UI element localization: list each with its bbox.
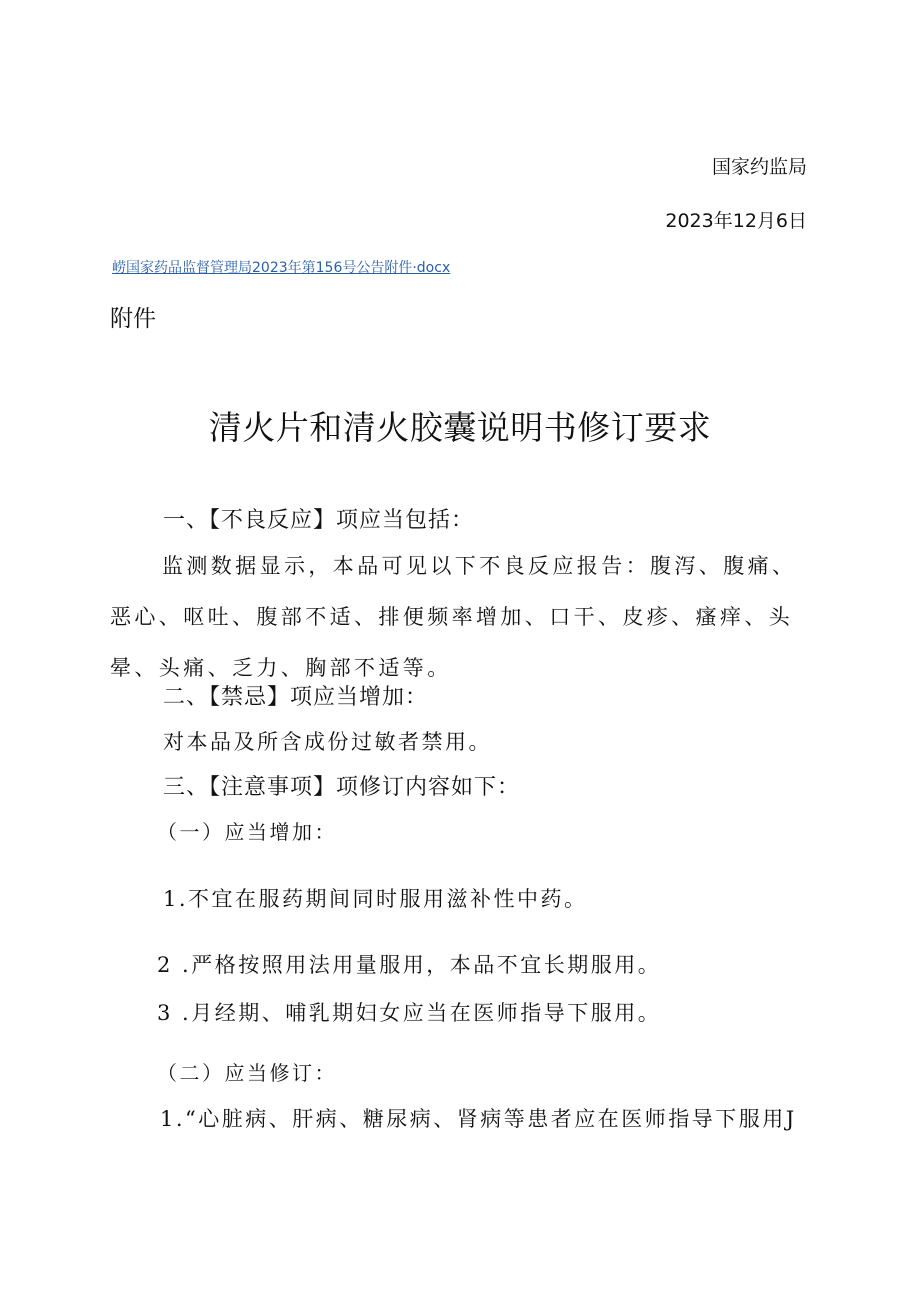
- issuer-name: 国家约监局: [711, 156, 807, 178]
- subsection-label-revise: （二）应当修订：: [157, 1061, 337, 1085]
- adverse-reactions-paragraph: 监测数据显示，本品可见以下不良反应报告：腹泻、腹痛、恶心、呕吐、腹部不适、排便频率增加、口干、皮疹、瘙痒、头晕、头痛、乏力、胸部不适等。: [110, 554, 797, 680]
- section-heading-contraindications: 二、【禁忌】项应当增加：: [163, 685, 429, 710]
- list-item: 2 .严格按照用法用量服用，本品不宜长期服用。: [157, 953, 662, 977]
- attachment-file-link[interactable]: 崂国家药品监督管理局2023年第156号公告附件·docx: [112, 260, 451, 276]
- subsection-label-add: （一）应当增加：: [157, 820, 337, 844]
- list-item: 3 .月经期、哺乳期妇女应当在医师指导下服用。: [157, 1001, 662, 1025]
- document-title: 清火片和清火胶囊说明书修订要求: [208, 408, 712, 447]
- issue-date: 2023年12月6日: [665, 210, 807, 232]
- list-item: 1.“心脏病、肝病、糖尿病、肾病等患者应在医师指导下服用J: [160, 1107, 797, 1131]
- section-heading-adverse-reactions: 一、【不良反应】项应当包括：: [163, 508, 475, 533]
- list-item: 1.不宜在服药期间同时服用滋补性中药。: [163, 887, 588, 911]
- section-heading-precautions: 三、【注意事项】项修订内容如下：: [163, 775, 521, 800]
- contraindications-paragraph: 对本品及所含成份过敏者禁用。: [163, 730, 492, 754]
- attachment-label: 附件: [110, 306, 156, 332]
